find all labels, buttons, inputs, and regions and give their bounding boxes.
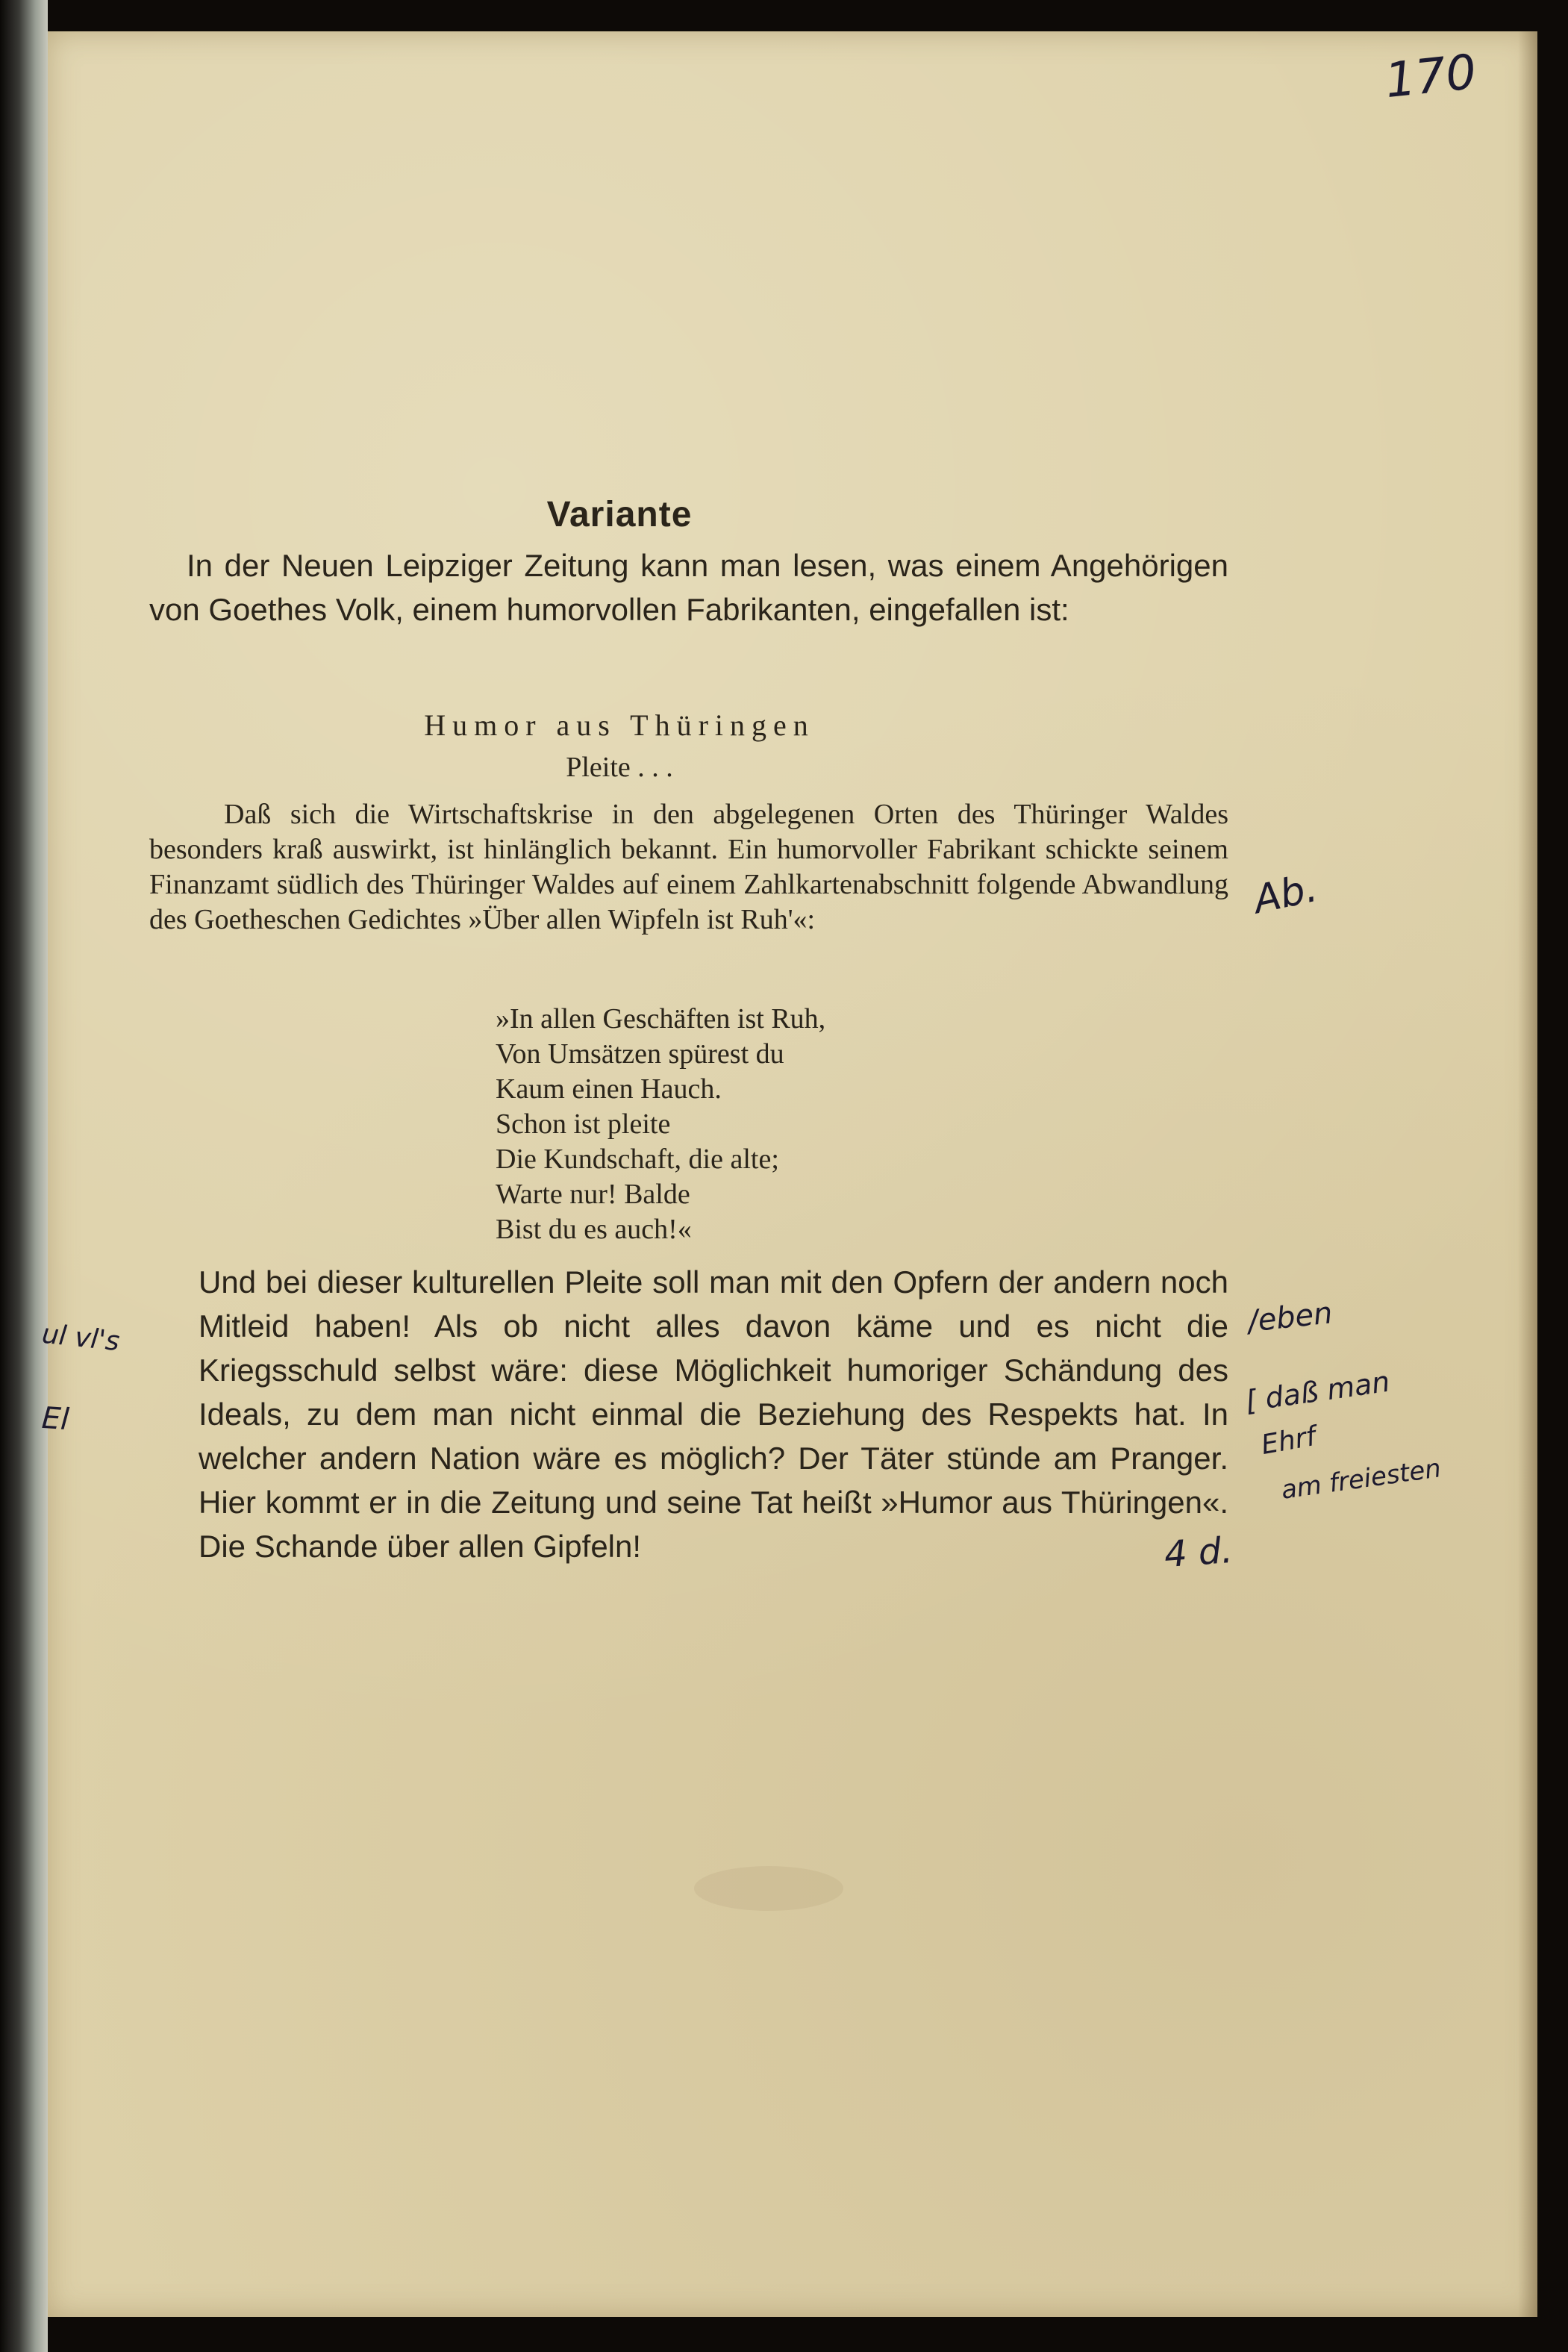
closing-text: Und bei dieser kulturellen Pleite soll man mit den Opfern der andern noch Mitleid haben! Als ob nicht alles davon käme und es nicht die Kriegsschuld selbst wäre: diese Möglichkeit humoriger Schändung des Ideals, zu dem man nicht einmal die Beziehung des Respekts hat. In welcher andern Nation wäre es möglich? Der Täter stünde am Pranger. Hier kommt er in die Zeitung und seine Tat heißt »Humor aus Thüringen«. Die Schande über allen Gipfeln! [199,1264,1228,1564]
poem-line: Bist du es auch!« [496,1214,692,1245]
quoted-article-title: Humor aus Thüringen [424,708,815,742]
margin-note: am freiesten [1279,1453,1443,1506]
margin-note: [ daß man [1243,1364,1392,1418]
quoted-article-text: Daß sich die Wirtschaftskrise in den abgelegenen Orten des Thüringer Waldes besonders kraß auswirkt, ist hinlänglich bekannt. Ein humorvoller Fabrikant schickte seinem Finanzamt südlich des Thüringer Waldes auf einem Zahlkartenabschnitt folgende Abwandlung des Goetheschen Gedichtes »Über allen Wipfeln ist Ruh'«: [149,799,1228,935]
margin-note: ul vl's [40,1318,122,1358]
poem-line: Schon ist pleite [496,1108,671,1140]
poem-line: Von Umsätzen spürest du [496,1038,784,1070]
poem-line: »In allen Geschäften ist Ruh, [496,1003,826,1035]
margin-note: Ab. [1249,865,1322,923]
margin-note: 4 d. [1163,1529,1234,1576]
quoted-article-body [149,797,1228,938]
poem-line: Warte nur! Balde [496,1179,690,1210]
book-spine [0,0,48,2352]
paper-smudge [694,1866,843,1911]
intro-paragraph [149,543,1228,631]
quoted-article-subtitle: Pleite . . . [566,752,673,783]
margin-note: /eben [1246,1296,1334,1339]
page-edge-shadow [1518,31,1537,2317]
poem-line: Kaum einen Hauch. [496,1073,722,1105]
poem-block [496,1002,825,1247]
margin-note: Ehrf [1258,1420,1319,1462]
page-folio-handwritten: 170 [1382,44,1479,110]
closing-paragraph [199,1260,1228,1568]
margin-note: El [40,1400,70,1438]
intro-text: In der Neuen Leipziger Zeitung kann man lesen, was einem Angehörigen von Goethes Volk, einem humorvollen Fabrikanten, eingefallen ist: [149,548,1228,627]
section-title: Variante [546,495,693,534]
poem-line: Die Kundschaft, die alte; [496,1144,779,1175]
